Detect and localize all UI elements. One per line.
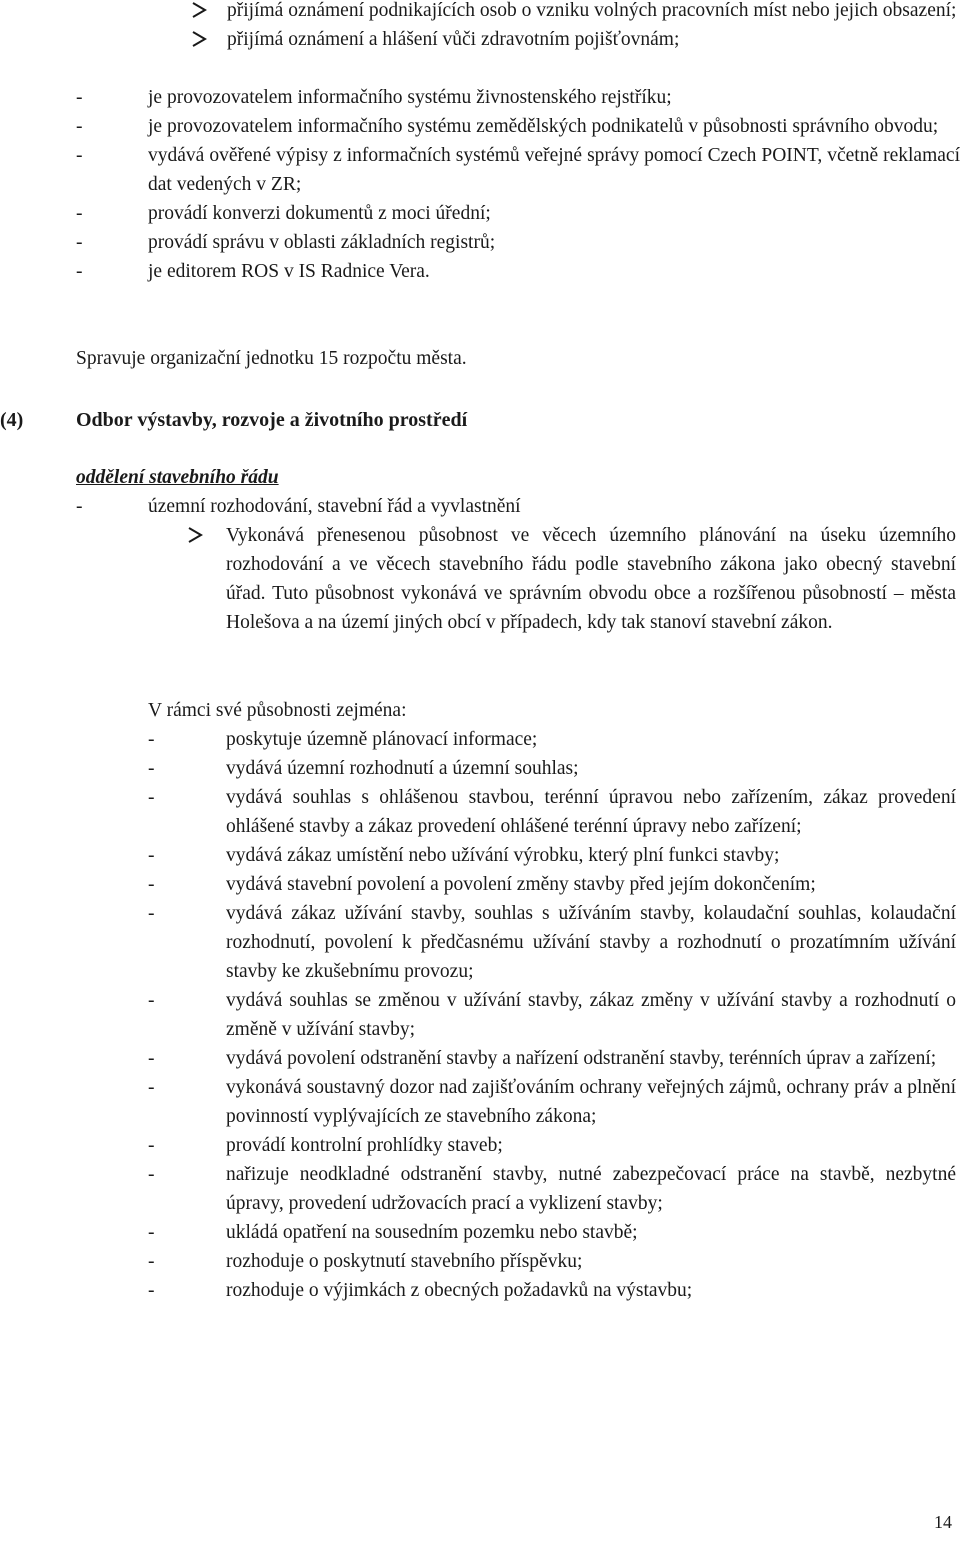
list-item: - nařizuje neodkladné odstranění stavby, nutné zabezpečovací práce na stavbě, nezbytné úpravy, provedení udržovacích prací a vyklizení stavby; — [148, 1164, 956, 1214]
list-item: - ukládá opatření na sousedním pozemku nebo stavbě; — [148, 1222, 638, 1243]
list-item: - je provozovatelem informačního systému zemědělských podnikatelů v působnosti správního obvodu; — [76, 116, 939, 137]
list-item: - provádí správu v oblasti základních registrů; — [76, 232, 496, 253]
list-item: - vykonává soustavný dozor nad zajišťováním ochrany veřejných zájmů, ochrany práv a plnění povinností vyplývajících ze stavebního zákona; — [148, 1077, 956, 1127]
department-area: - územní rozhodování, stavební řád a vyvlastnění — [76, 496, 521, 517]
list-item: - provádí konverzi dokumentů z moci úřední; — [76, 203, 491, 224]
department-name: oddělení stavebního řádu — [76, 467, 279, 488]
section-title: Odbor výstavby, rozvoje a životního prostředí — [76, 409, 468, 431]
budget-note: Spravuje organizační jednotku 15 rozpočtu města. — [76, 348, 467, 369]
list-item: - poskytuje územně plánovací informace; — [148, 729, 538, 750]
list-item: přijímá oznámení podnikajících osob o vzniku volných pracovních míst nebo jejich obsazení; — [227, 0, 960, 25]
list-item: - vydává územní rozhodnutí a územní souhlas; — [148, 758, 579, 779]
list-item: - vydává zákaz umístění nebo užívání výrobku, který plní funkci stavby; — [148, 845, 780, 866]
list-item: - provádí kontrolní prohlídky staveb; — [148, 1135, 503, 1156]
top-arrow-list — [227, 0, 960, 54]
list-item: - rozhoduje o poskytnutí stavebního příspěvku; — [148, 1251, 583, 1272]
list-item: - je provozovatelem informačního systému živnostenského rejstříku; — [76, 87, 672, 108]
arrow-bullet-icon — [190, 1, 208, 19]
list-item: - je editorem ROS v IS Radnice Vera. — [76, 261, 430, 282]
list-item: - vydává ověřené výpisy z informačních systémů veřejné správy pomocí Czech POINT, včetně reklamací dat vedených v ZR; — [76, 145, 960, 195]
page-number: 14 — [934, 1512, 952, 1532]
department-description: Vykonává přenesenou působnost ve věcech územního plánování na úseku územního rozhodování a ve věcech stavebního řádu podle stavebního zákona jako obecný stavební úřad. Tuto působnost vykonává ve správním obvodu obce a rozšířenou působností – města Holešova a na území jiných obcí v případech, kdy tak stanoví stavební zákon. — [226, 521, 956, 637]
department-duties-list — [148, 725, 956, 1305]
section-number: (4) — [0, 409, 24, 431]
list-item: - vydává povolení odstranění stavby a nařízení odstranění stavby, terénních úprav a zařízení; — [148, 1048, 937, 1069]
list-item: - vydává souhlas s ohlášenou stavbou, terénní úpravou nebo zařízením, zákaz provedení ohlášené stavby a zákaz provedení ohlášené terénní úpravy nebo zařízení; — [148, 787, 956, 837]
list-item: - vydává souhlas se změnou v užívání stavby, zákaz změny v užívání stavby a rozhodnutí o změně v užívání stavby; — [148, 990, 956, 1040]
list-item: přijímá oznámení a hlášení vůči zdravotním pojišťovnám; — [227, 25, 960, 54]
list-item: - vydává zákaz užívání stavby, souhlas s užíváním stavby, kolaudační souhlas, kolaudační rozhodnutí, povolení k předčasnému užívání stavby a rozhodnutí o prozatímním užívání stavby ke zkušebnímu provozu; — [148, 903, 956, 982]
top-dash-list — [76, 83, 960, 286]
list-item: - rozhoduje o výjimkách z obecných požadavků na výstavbu; — [148, 1280, 693, 1301]
department-intro: V rámci své působnosti zejména: — [148, 700, 407, 721]
arrow-bullet-icon — [186, 526, 204, 544]
arrow-bullet-icon — [190, 30, 208, 48]
list-item: - vydává stavební povolení a povolení změny stavby před jejím dokončením; — [148, 874, 816, 895]
